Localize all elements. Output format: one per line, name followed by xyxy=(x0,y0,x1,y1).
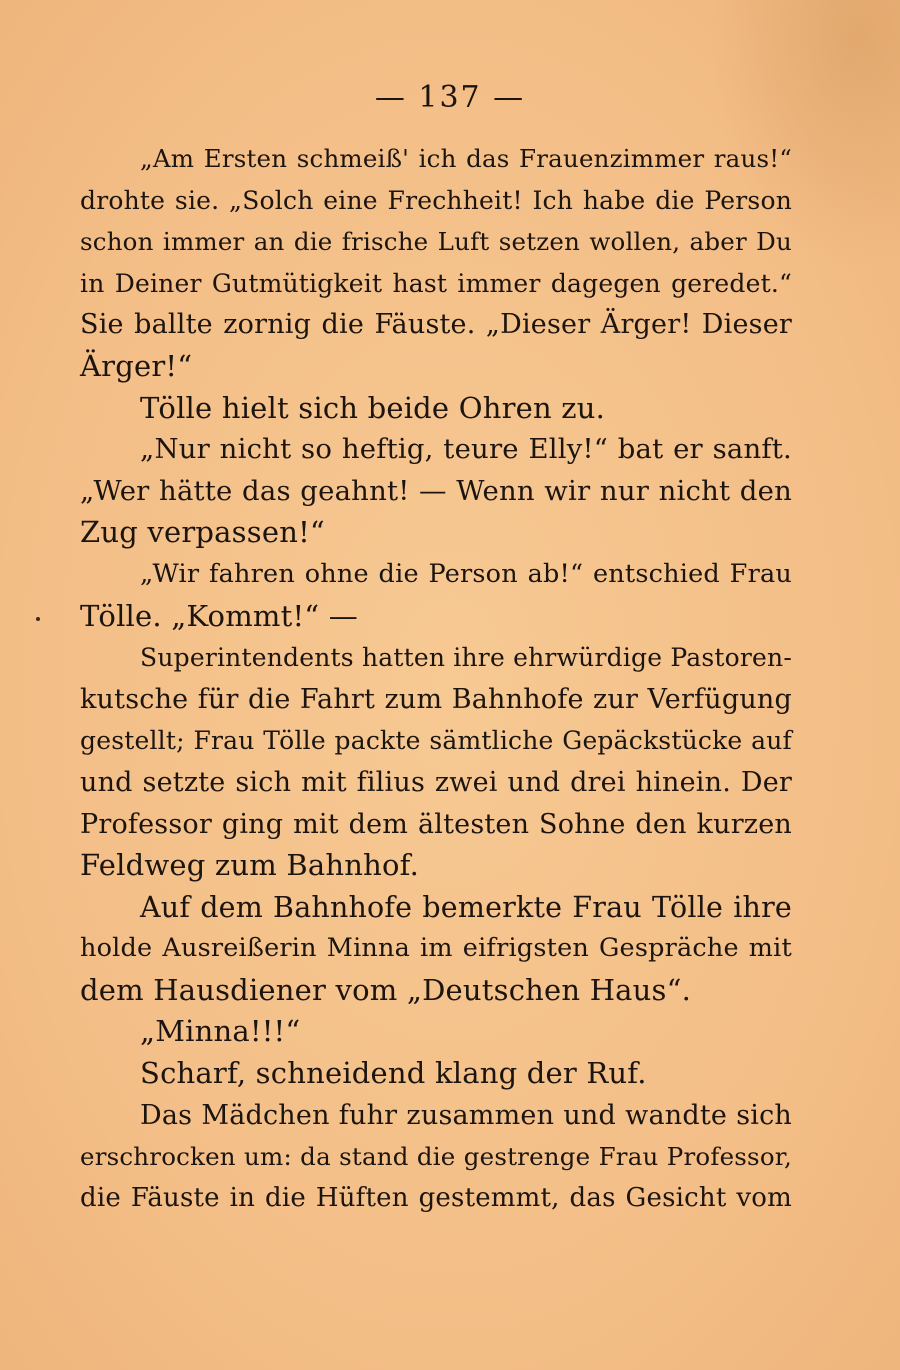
text-line: Auf dem Bahnhofe bemerkte Frau Tölle ihre xyxy=(140,890,792,924)
text-line: Zug verpassen!“ xyxy=(80,515,325,550)
text-line: und setzte sich mit filius zwei und drei hinein. Der xyxy=(80,766,792,798)
text-line: gestellt; Frau Tölle packte sämtliche Gepäckstücke auf xyxy=(80,726,792,756)
text-line: „Wer hätte das geahnt! — Wenn wir nur nicht den xyxy=(80,474,792,507)
text-line: „Nur nicht so heftig, teure Elly!“ bat er sanft. xyxy=(140,433,792,466)
text-line: drohte sie. „Solch eine Frechheit! Ich habe die Person xyxy=(80,185,792,215)
text-line: „Minna!!!“ xyxy=(140,1014,301,1049)
text-line: schon immer an die frische Luft setzen wollen, aber Du xyxy=(80,227,792,257)
body-text xyxy=(80,138,792,1219)
text-line: Ärger!“ xyxy=(80,348,193,383)
text-line: „Am Ersten schmeiß' ich das Frauenzimmer raus!“ xyxy=(140,144,792,173)
margin-mark xyxy=(36,617,40,621)
text-line: Scharf, schneidend klang der Ruf. xyxy=(140,1056,647,1091)
text-line: Professor ging mit dem ältesten Sohne den kurzen xyxy=(80,808,792,840)
text-line: Superintendents hatten ihre ehrwürdige Pastoren- xyxy=(140,643,792,673)
text-line: erschrocken um: da stand die gestrenge Frau Professor, xyxy=(80,1142,792,1172)
text-line: Tölle. „Kommt!“ — xyxy=(80,598,358,633)
text-line: kutsche für die Fahrt zum Bahnhofe zur Verfügung xyxy=(80,683,792,715)
text-line: Sie ballte zornig die Fäuste. „Dieser Ärger! Dieser xyxy=(80,309,792,341)
text-line: Feldweg zum Bahnhof. xyxy=(80,848,419,883)
text-line: in Deiner Gutmütigkeit hast immer dagegen geredet.“ xyxy=(80,268,792,298)
page-number: — 137 — xyxy=(374,80,526,115)
text-line: die Fäuste in die Hüften gestemmt, das Gesicht vom xyxy=(80,1182,792,1213)
text-line: Das Mädchen fuhr zusammen und wandte sich xyxy=(140,1099,792,1131)
text-line: Tölle hielt sich beide Ohren zu. xyxy=(140,390,606,425)
text-line: dem Hausdiener vom „Deutschen Haus“. xyxy=(80,972,692,1007)
text-line: „Wir fahren ohne die Person ab!“ entschied Frau xyxy=(140,558,792,589)
text-line: holde Ausreißerin Minna im eifrigsten Gespräche mit xyxy=(80,933,792,964)
